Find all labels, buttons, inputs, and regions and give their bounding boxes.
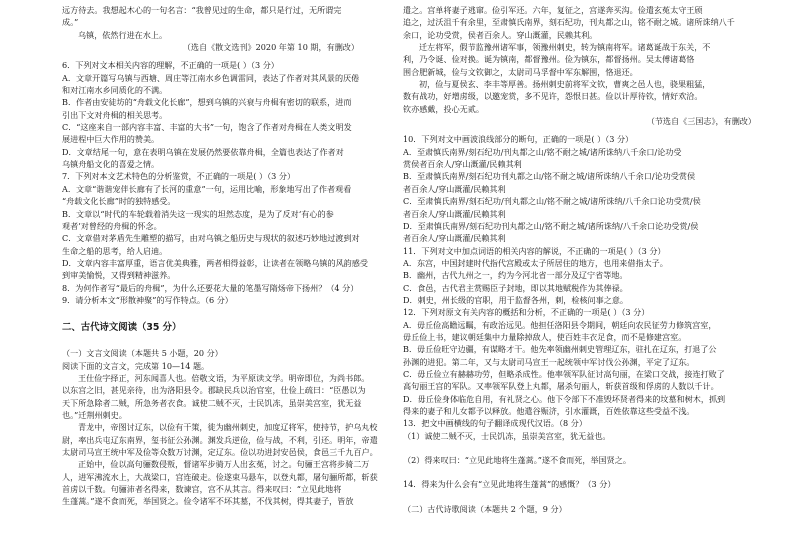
text-line: 到审美愉悦，又得到精神滋养。 (62, 270, 176, 281)
text-line: （一）文言文阅读（本题共 5 小题，20 分） (62, 348, 223, 359)
section-heading: 二、古代诗文阅读（35 分） (62, 322, 182, 334)
text-line: （选自《散文选刊》2020 年第 10 期，有删改） (182, 42, 359, 53)
text-line: 毋丘俭上书，建议朝廷集中力量除掉敌人，使百姓丰衣足食，而不是修建宫室。 (403, 331, 687, 342)
right-column (397, 0, 794, 560)
text-line: A．文章开篇写乌镇与西塘、周庄等江南水乡色调雷同，表达了作者对其风景的厌倦 (62, 72, 360, 83)
text-line: 高句丽王宫的军队。又率领军队登上丸都，屠杀句丽人，斩获首级和俘虏的人数以千计。 (403, 381, 719, 392)
spacer (403, 442, 786, 454)
text-line: 太尉司马宣王统中军及俭等众数万讨渊，定辽东。俭以功进封安邑侯，食邑三千九百户。 (62, 447, 378, 457)
text-line: 者百余人/穿山溉灌/民赖其利 (403, 233, 506, 244)
text-line: B．文章以“时代的车轮载着消失这一现实的坦然态度，是为了反对‘有心的参 (62, 208, 334, 219)
text-line: 孙渊的进犯。第二年，又与太尉司马宣王一起统领中军讨伐公孙渊，平定了辽东。 (403, 356, 695, 367)
text-line: C．至肃慎氏南界/刻石纪功/刊丸都之山/铭不耐之城/诸所诛纳/八千余口论功受赏/侯 (403, 196, 701, 207)
text-line: 首虏以千数。句骊沛者名得来，数谏宫，宫不从其言。得来叹曰：“立见此地将 (62, 484, 342, 495)
text-line: （2）得来叹曰：“立见此地将生蓬蒿。”遂不食而死，举国贤之。 (403, 455, 631, 466)
text-line: 11．下列对文中加点词语的相关内容的解说，不正确的一项是( ）（3 分） (403, 245, 666, 256)
text-line: 引出下文对舟楫的相关思考。 (62, 109, 168, 120)
text-line: C．“这座来自一部内容丰富、丰富的大书”一句，饱含了作者对舟楫在人类文明发 (62, 122, 352, 133)
text-line: 乌镇，依然行进在水上。 (78, 29, 168, 40)
text-line: 者百余人/穿山溉灌/民赖其利 (403, 208, 506, 219)
text-line: 得来的妻子和儿女都予以释放。他遣谷赈济，引水灌溉，百姓依靠这些受益不浅。 (403, 406, 695, 416)
text-line: 以东宫之旧，甚见亲待，出为洛阳县令。郡缺民兵以治官室，仕俭上疏曰：“臣愚以为 (62, 385, 366, 396)
text-line: B．毋丘俭旺守边疆，有谋略才干。他先率领幽州刺史管理辽东，驻扎在辽东，打退了公 (403, 344, 717, 355)
text-line: 阅读下面的文言文，完成第 10—14 题。 (62, 360, 210, 371)
text-line: A．至肃慎氏南界/刻石纪功/刊丸都之山/铭不耐之城/诸所诛纳八千余口/论功受 (403, 146, 682, 157)
text-line: C．毋丘俭立有赫赫功劳，但略杀成性。他率领军队征讨高句丽，在梁口交战，接连打败了 (403, 368, 725, 379)
text-line: 14．得来为什么会有“立见此地将生蓬蒿”的感慨？（3 分） (403, 479, 616, 490)
text-line: 余口，论功受赏，侯者百余人。穿山溉灌，民赖其利。 (403, 29, 598, 40)
text-line: 王仕俭字择正，河东闻喜人也。倍敬文语，为平原读文学。明帝即位，为尚书郎。 (78, 372, 370, 383)
text-line: 9．请分析本文“形散神聚”的写作特点。（6 分） (62, 294, 233, 305)
text-line: 观者’对曾经的舟楫的怀念。 (62, 220, 162, 231)
text-line: 钦亦感戴，投心无贰。 (403, 103, 484, 114)
text-line: 青龙中，帝图讨辽东，以俭有干策，徙为幽州刺史，加度辽将军，使持节，护乌丸校 (78, 422, 378, 433)
text-line: 远方待去。我想起木心的一句名言：“我曾见过的生命，都只是行过，无所谓完 (62, 5, 342, 15)
text-line: B．作者由安徒坊的“舟载文化长廊”，想到乌镇的兴衰与舟楫有密切的联系，进而 (62, 97, 352, 108)
text-line: 尉，率出兵屯辽东南界，玺书征公孙渊。渊发兵逆俭，俭与战，不利，引还。明年，帝遣 (62, 434, 378, 445)
spacer (62, 306, 389, 318)
text-line: B．至肃慎氏南界/刻石纪功刊丸都之山/铭不耐之城/诸所诛纳八千余口/论功受赏侯 (403, 171, 696, 182)
text-line: 生命之船的思考，给人启迪。 (62, 245, 168, 256)
text-line: 者百余人/穿山溉灌/民赖其利 (403, 183, 506, 194)
text-line: 8．为何作者写“最后的舟楫”，为什么还要花大量的笔墨写隋炀帝下扬州？（4 分） (62, 282, 359, 293)
text-line: “舟载文化长廊”时的独特感受。 (62, 196, 176, 207)
text-line: A．文章“谐谐宠伴长廊有了长河的重意”一句，运用比喻，形象地写出了作者观看 (62, 183, 352, 194)
text-line: 展进程中巨大作用的赞美。 (62, 134, 160, 145)
spacer (403, 491, 786, 503)
text-line: 围合肥新城，俭与文钦御之，太尉司马孚督中军东解围，恪退还。 (403, 66, 638, 77)
text-line: 正始中，俭以高句骊数侵叛，督诸军步骑万人出玄菟，讨之。句骊王宫将步骑二万 (78, 459, 370, 470)
text-line: D．刺史，州长级的官职，用于监督各州，刺，检核问事之意。 (403, 294, 629, 305)
text-line: 10．下列对文中画波浪线部分的断句，正确的一项是( ）（3 分） (403, 134, 634, 145)
text-line: C．食邑，古代君主赏赐臣子封地，即以其地赋税作为其俸禄。 (403, 282, 628, 293)
text-line: D．文章内容丰富厚重，语言优美典雅，两者相得益彰，让读者在领略乌镇的风韵感受 (62, 257, 368, 268)
text-line: 天下所急除者二贼，所急务者衣食。诚使二贼不灭，士民饥冻，虽崇美宫室，犹无益 (62, 397, 362, 408)
spacer (62, 335, 389, 347)
text-line: 也。”迁荆州刺史。 (62, 409, 127, 420)
text-line: 6．下列对文本相关内容的理解，不正确的一项是( ）（3 分） (62, 60, 279, 71)
text-line: 遣之。宫单将妻子逃窜。俭引军还。六年，复征之，宫遂奔买沟。俭遣玄菟太守王颀 (403, 5, 703, 15)
text-line: C．文章借对茅盾先生雕塑的描写，由对乌镇之船历史与现状的叙述巧妙地过渡到对 (62, 233, 360, 244)
text-line: A．毋丘俭高瞻远瞩，有政治远见。他担任洛阳县令期间，朝廷向农民征劳力修筑宫室， (403, 319, 717, 330)
text-line: 利，乃令诞、俭对换。诞为镇南，都督豫州。俭为镇东，都督扬州。吴太傅诸葛恪 (403, 54, 695, 65)
text-line: 初，俭与夏侯玄、李丰等厚善。扬州刺史前将军文钦，曹爽之邑人也，骁果粗猛， (419, 79, 711, 90)
text-line: 成。” (62, 17, 79, 28)
text-line: （二）古代诗歌阅读（本题共 2 个题，9 分） (403, 503, 567, 514)
text-line: 乌镇舟船文化的喜爱之情。 (62, 159, 160, 170)
text-line: 生蓬蒿。”遂不食而死，举国贤之。俭令诸军不坏其墓，不伐其树，得其妻子，皆放 (62, 496, 354, 507)
text-line: 数有战功，好增虏级，以邀宠赏，多不见许，怨恨日甚。俭以计厚待钦，情好欢洽。 (403, 91, 703, 102)
spacer (403, 466, 786, 478)
text-line: 7．下列对本文艺术特色的分析鉴赏，不正确的一项是( ）（3 分） (62, 171, 296, 182)
text-line: B．幽州，古代九州之一，约为今河北省一部分及辽宁省等地。 (403, 270, 628, 281)
text-line: 赏侯者百余人/穿山溉灌/民赖其利 (403, 159, 522, 170)
text-line: 追之，过沃沮千有余里，至肃慎氏南界，刻石纪功，刊丸都之山，铭不耐之城。诸所诛纳八千 (403, 17, 735, 28)
text-line: D．至肃慎氏南界/刻石纪功刊丸都之山/铭不耐之城/诸所诛纳/八千余口论功受赏/侯 (403, 220, 699, 231)
text-line: 迁左将军，假节监豫州诸军事，领豫州刺史，转为镇南将军。诸葛诞战于东关，不 (419, 42, 711, 53)
text-line: A．东宫，中国封建时代指代宫殿或太子所居住的地方，也用来借指太子。 (403, 257, 668, 268)
text-line: 和对江南水乡同质化的不满。 (62, 85, 168, 96)
text-line: D．文章结尾一句，意在表明乌镇在发展仍然要依靠舟楫，全篇也表达了作者对 (62, 146, 344, 157)
text-line: D．毋丘俭身体临危自用，有礼贤之心。他下令部下不准毁坏贤者得来的坟墓和树木，抓到 (403, 393, 726, 404)
text-line: 12．下列对原文有关内容的概括和分析，不正确的一项是( ）（3 分） (403, 307, 650, 318)
text-line: 人，进军沸流水上，大战梁口，宫连破走。俭遂束马悬车，以登丸都，屠句骊所都，斩获 (62, 471, 378, 482)
text-line: 13．把文中画横线的句子翻译成现代汉语。（8 分） (403, 418, 587, 429)
text-line: （节选自《三国志》，有删改） (646, 116, 756, 127)
text-line: （1）诚使二贼不灭，士民饥冻，虽崇美宫室，犹无益也。 (403, 430, 611, 441)
